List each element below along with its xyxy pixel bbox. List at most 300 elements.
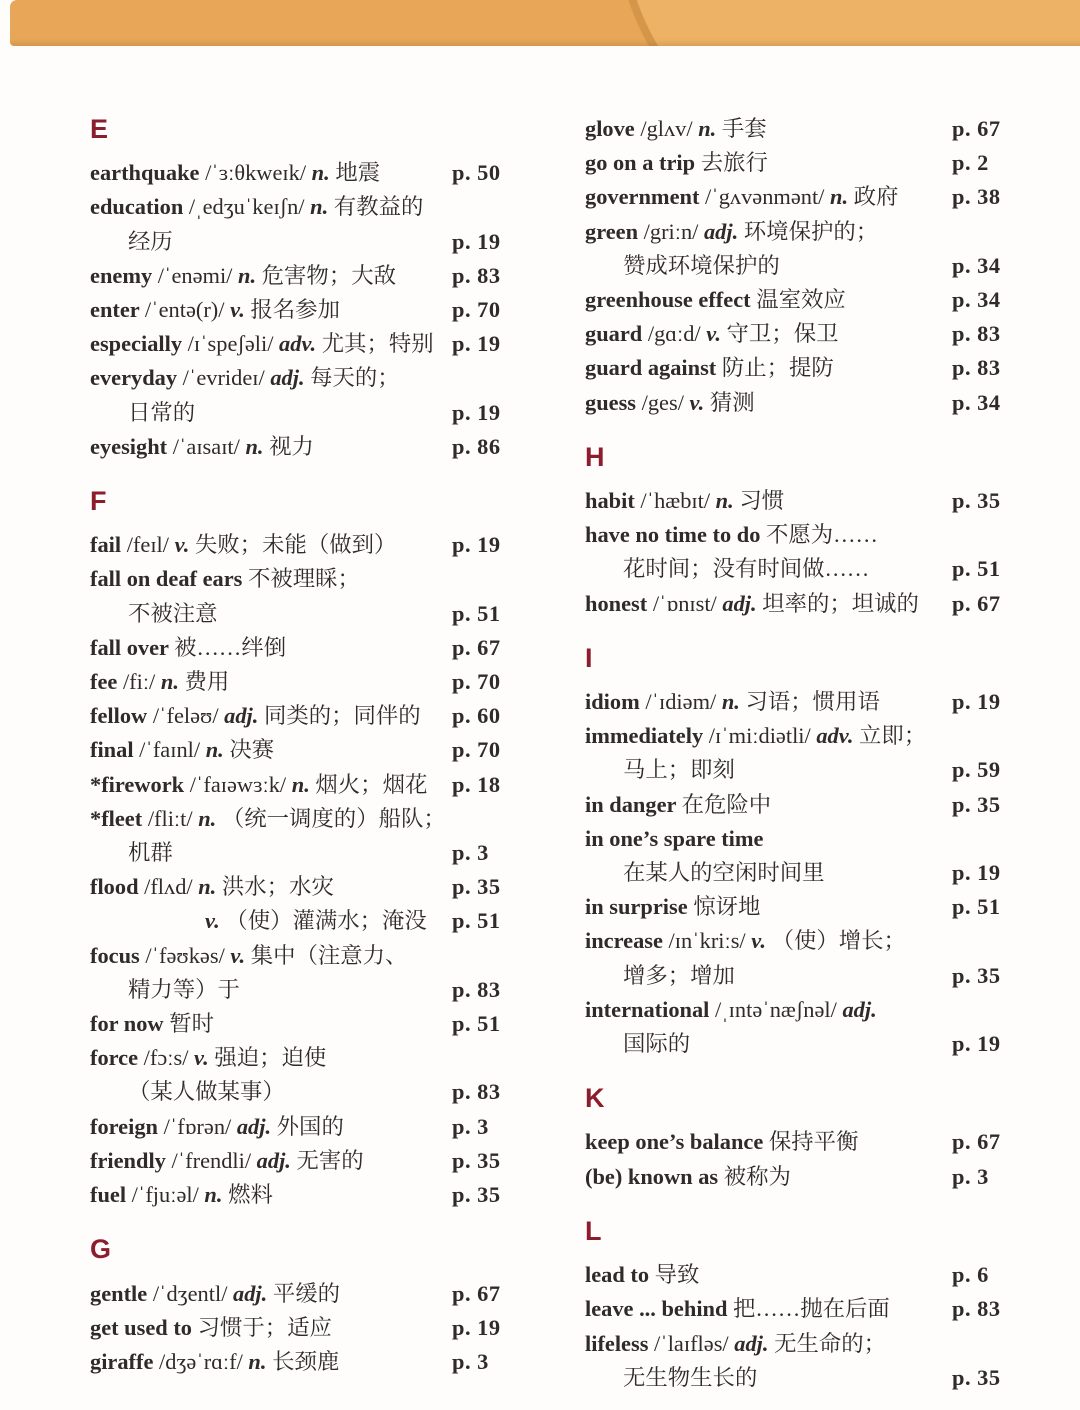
entry-line <box>585 1327 1008 1361</box>
entry-line <box>90 1277 508 1311</box>
entry-word: get used to <box>90 1314 198 1340</box>
entry-line <box>585 1258 1008 1292</box>
page-number: p. 83 <box>452 1079 501 1105</box>
entry-phonetic: /flʌd/ <box>144 874 199 900</box>
entry-pos: n. <box>310 194 334 220</box>
entry-pos: v. <box>689 389 710 415</box>
entry-word: *firework <box>90 771 190 797</box>
entry-line <box>585 518 1008 552</box>
section-letter-K: K <box>585 1083 606 1114</box>
entry-line <box>585 1160 1008 1194</box>
entry-word: fail <box>90 532 127 558</box>
entry-word: go on a trip <box>585 150 701 176</box>
entry-definition: 赞成环境保护的 <box>623 252 780 278</box>
entry-definition: 决赛 <box>229 737 275 763</box>
entry-definition: 猜测 <box>709 389 755 415</box>
page-number: p. 83 <box>952 355 1001 381</box>
entry-definition: 坦率的；坦诚的 <box>762 590 919 616</box>
entry-pos: adj. <box>224 703 264 729</box>
entry-definition: 洪水；水灾 <box>221 874 334 900</box>
entry-definition: 花时间；没有时间做…… <box>623 556 870 582</box>
entry-text <box>585 1327 1008 1361</box>
column-left <box>90 112 508 1395</box>
entry-phonetic: /ˌedʒuˈkeɪʃn/ <box>188 194 311 220</box>
entry-pos: adj. <box>256 1147 297 1173</box>
entry-definition: 平缓的 <box>272 1280 341 1306</box>
entry-line <box>90 396 508 430</box>
entry-definition: 环境保护的； <box>743 218 879 244</box>
entry-line <box>585 1125 1008 1159</box>
entry-phonetic: /ˈgʌvənmənt/ <box>705 184 831 210</box>
entry-definition: 保持平衡 <box>768 1129 859 1155</box>
page-number: p. 51 <box>952 556 1001 582</box>
entry-text <box>90 1178 452 1212</box>
page-number: p. 35 <box>952 962 1001 988</box>
entry-word: fall on deaf ears <box>90 566 248 592</box>
entry-phonetic: /ˈɒnɪst/ <box>652 590 723 616</box>
entry-definition: （某人做某事） <box>128 1079 285 1105</box>
page-number: p. 34 <box>952 389 1001 415</box>
page-number: p. 51 <box>452 908 501 934</box>
entry-phonetic: /fiː/ <box>122 669 161 695</box>
entry-text <box>90 597 452 631</box>
entry-definition: 把……抛在后面 <box>733 1296 890 1322</box>
entry-definition: 集中（注意力、 <box>250 942 408 968</box>
entry-word: green <box>585 218 644 244</box>
entry-text <box>585 484 952 518</box>
entry-text <box>90 939 508 973</box>
entry-word: keep one’s balance <box>585 1129 769 1155</box>
page-number: p. 83 <box>452 976 501 1002</box>
entry-definition: 温室效应 <box>756 287 846 313</box>
entry-text <box>90 1311 452 1345</box>
entry-line <box>585 788 1008 822</box>
entry-line <box>585 215 1008 249</box>
entry-phonetic: /ɪˈmiːdiətli/ <box>708 723 817 749</box>
entry-definition: 去旅行 <box>700 150 768 176</box>
entry-definition: 无害的 <box>296 1147 364 1173</box>
entry-word: guess <box>585 389 642 415</box>
entry-text <box>90 904 452 938</box>
entry-definition: 同类的；同伴的 <box>263 703 421 729</box>
entry-definition: 在某人的空闲时间里 <box>623 860 825 886</box>
entry-definition: 日常的 <box>128 399 196 425</box>
entry-definition: 增多；增加 <box>623 962 735 988</box>
entry-line <box>90 699 508 733</box>
entry-word: have no time to do <box>585 522 766 548</box>
entry-definition: 长颈鹿 <box>272 1348 340 1374</box>
entry-phonetic: /ɪnˈkriːs/ <box>668 928 752 954</box>
entry-phonetic: /ˈevrideɪ/ <box>182 365 271 391</box>
page-number: p. 67 <box>952 590 1001 616</box>
entry-line <box>90 733 508 767</box>
entry-line <box>585 959 1008 993</box>
entry-text <box>90 190 508 224</box>
entry-text <box>585 1125 952 1159</box>
entry-pos: v. <box>230 297 251 323</box>
entry-definition: 强迫；迫使 <box>214 1045 327 1071</box>
entry-pos: n. <box>311 160 336 186</box>
entry-word: glove <box>585 116 641 141</box>
entry-text <box>90 1007 452 1041</box>
entry-line <box>585 351 1008 385</box>
entry-phonetic: /ˈentə(r)/ <box>144 297 231 323</box>
entry-pos: n. <box>205 737 230 763</box>
entry-text <box>585 386 952 420</box>
entry-word: (be) known as <box>585 1163 724 1189</box>
entry-definition: 立即； <box>859 723 927 749</box>
entry-pos: v. <box>174 532 195 558</box>
entry-phonetic: /ˈlaɪfləs/ <box>654 1330 735 1356</box>
entry-definition: 守卫；保卫 <box>726 321 839 347</box>
entry-text <box>585 719 1008 753</box>
column-right <box>585 112 1008 1395</box>
page-number: p. 38 <box>952 184 1001 210</box>
page-number: p. 83 <box>952 1296 1001 1322</box>
entry-definition: 机群 <box>128 840 173 866</box>
entry-phonetic: /ges/ <box>641 389 690 415</box>
page-number: p. 19 <box>452 1314 501 1340</box>
entry-phonetic: /feɪl/ <box>126 532 175 558</box>
entry-word: habit <box>585 488 641 514</box>
entry-definition: 不愿为…… <box>765 522 878 548</box>
page-number: p. 59 <box>952 757 1001 783</box>
entry-text <box>90 733 452 767</box>
page-number: p. 50 <box>452 160 501 186</box>
entry-word: guard against <box>585 355 722 381</box>
entry-phonetic: /gɑːd/ <box>647 321 707 347</box>
entry-definition: 有教益的 <box>333 194 424 220</box>
entry-word: foreign <box>90 1113 164 1139</box>
entry-definition: 视力 <box>269 433 314 459</box>
entry-definition: 地震 <box>335 160 381 186</box>
entry-word: lead to <box>585 1262 655 1288</box>
entry-text <box>585 1258 952 1292</box>
entry-line <box>585 856 1008 890</box>
vocabulary-index <box>90 112 1008 1395</box>
entry-line <box>90 836 508 870</box>
entry-definition: 费用 <box>184 669 230 695</box>
entry-text <box>90 802 508 836</box>
entry-pos: adj. <box>236 1113 277 1139</box>
section-letter-H: H <box>585 441 606 472</box>
entry-text <box>90 1144 452 1178</box>
entry-pos: n. <box>698 116 722 141</box>
entry-definition: （使）灌满水；淹没 <box>225 908 427 934</box>
page-number: p. 2 <box>952 150 989 176</box>
entry-word: fall over <box>90 634 175 660</box>
section-E <box>90 112 508 464</box>
entry-line <box>585 249 1008 283</box>
entry-word: in surprise <box>585 894 694 920</box>
entry-definition: 不被理睬； <box>247 566 360 592</box>
entry-text <box>90 1277 452 1311</box>
page-number: p. 35 <box>952 488 1001 514</box>
page-number: p. 19 <box>452 331 501 357</box>
entry-line <box>585 993 1008 1027</box>
page-number: p. 70 <box>452 669 501 695</box>
entry-word: gentle <box>90 1280 153 1306</box>
entry-phonetic: /ˈɪdiəm/ <box>645 689 722 715</box>
entry-definition: （使）增长； <box>771 928 906 954</box>
entry-word: in one’s spare time <box>585 825 764 851</box>
entry-line <box>90 1075 508 1109</box>
page-number: p. 51 <box>452 600 501 626</box>
entry-line <box>90 1345 508 1379</box>
entry-text <box>585 753 952 787</box>
entry-line <box>585 386 1008 420</box>
section-letter-G: G <box>90 1234 113 1265</box>
page-number: p. 35 <box>952 1364 1001 1390</box>
entry-word: fellow <box>90 703 153 729</box>
entry-pos: n. <box>291 771 316 797</box>
entry-line <box>90 327 508 361</box>
section-continued <box>585 112 1008 420</box>
entry-text <box>90 361 508 395</box>
page-number: p. 19 <box>952 860 1001 886</box>
page-number: p. 19 <box>452 228 501 254</box>
entry-line <box>585 180 1008 214</box>
entry-phonetic: /ˈfaɪnl/ <box>139 737 206 763</box>
page-number: p. 83 <box>952 321 1001 347</box>
entry-text <box>90 1110 452 1144</box>
entry-text <box>585 1292 952 1326</box>
entry-line <box>585 112 1008 146</box>
entry-definition: （统一调度的）船队； <box>221 805 446 831</box>
entry-definition: 燃料 <box>228 1182 273 1208</box>
entry-definition: 被称为 <box>723 1163 791 1189</box>
entry-definition: 报名参加 <box>250 297 340 323</box>
entry-line <box>585 685 1008 719</box>
entry-pos: adv. <box>279 331 322 357</box>
entry-word: education <box>90 194 189 220</box>
entry-word: guard <box>585 321 648 347</box>
entry-text <box>90 836 452 870</box>
entry-definition: 在危险中 <box>681 791 772 817</box>
entry-phonetic: /ˈfrendli/ <box>171 1147 257 1173</box>
entry-line <box>585 719 1008 753</box>
entry-text <box>90 396 452 430</box>
entry-line <box>585 1292 1008 1326</box>
entry-pos: v. <box>751 928 772 954</box>
entry-word: flood <box>90 874 145 900</box>
page-number: p. 19 <box>952 1031 1001 1057</box>
entry-definition: 危害物；大敌 <box>261 262 396 288</box>
entry-word: fee <box>90 669 123 695</box>
page-number: p. 19 <box>952 689 1001 715</box>
section-G <box>90 1232 508 1379</box>
entry-text <box>585 1160 952 1194</box>
entry-pos: v. <box>230 942 251 968</box>
entry-line <box>90 562 508 596</box>
entry-text <box>585 518 1008 552</box>
entry-word: final <box>90 737 140 763</box>
section-L <box>585 1214 1008 1395</box>
page-number: p. 67 <box>952 116 1001 141</box>
entry-word: earthquake <box>90 160 206 186</box>
entry-text <box>90 768 452 802</box>
entry-definition: 经历 <box>128 228 173 254</box>
entry-definition: 被……绊倒 <box>174 634 287 660</box>
entry-line <box>90 225 508 259</box>
entry-line <box>585 317 1008 351</box>
page-number: p. 86 <box>452 433 501 459</box>
section-F <box>90 484 508 1212</box>
entry-phonetic: /ˈfəʊkəs/ <box>145 942 231 968</box>
page-number: p. 70 <box>452 737 501 763</box>
entry-text <box>585 317 952 351</box>
entry-definition: 无生物生长的 <box>623 1364 758 1390</box>
entry-text <box>585 856 952 890</box>
entry-text <box>585 1027 952 1061</box>
page-number: p. 19 <box>452 532 501 558</box>
entry-pos: adv. <box>816 723 860 749</box>
entry-pos: n. <box>721 689 746 715</box>
entry-line <box>90 802 508 836</box>
entry-pos: adj. <box>722 590 763 616</box>
entry-word: idiom <box>585 689 646 715</box>
entry-pos: n. <box>238 262 262 288</box>
page-number: p. 67 <box>952 1129 1001 1155</box>
entry-line <box>90 1041 508 1075</box>
page-number: p. 3 <box>452 1113 489 1139</box>
page-number: p. 67 <box>452 1280 501 1306</box>
entry-text <box>585 788 952 822</box>
entry-phonetic: /fɔːs/ <box>143 1045 195 1071</box>
entry-phonetic: /fliːt/ <box>147 805 199 831</box>
entry-phonetic: /ˈfaɪəwɜːk/ <box>189 771 292 797</box>
entry-line <box>585 924 1008 958</box>
entry-definition: 马上；即刻 <box>623 757 735 783</box>
entry-pos: n. <box>160 669 185 695</box>
entry-pos: n. <box>198 874 222 900</box>
entry-text <box>585 685 952 719</box>
entry-line <box>90 631 508 665</box>
entry-text <box>90 156 452 190</box>
entry-definition: 无生命的； <box>774 1330 887 1356</box>
entry-line <box>90 156 508 190</box>
entry-line <box>90 939 508 973</box>
entry-text <box>90 870 452 904</box>
entry-definition: 失败；未能（做到） <box>194 532 397 558</box>
entry-definition: 习语；惯用语 <box>745 689 880 715</box>
entry-definition: 暂时 <box>169 1011 214 1037</box>
entry-line <box>585 890 1008 924</box>
entry-text <box>90 430 452 464</box>
entry-phonetic: /ˈfjuːəl/ <box>131 1182 205 1208</box>
entry-definition: 惊讶地 <box>693 894 761 920</box>
entry-word: lifeless <box>585 1330 655 1356</box>
entry-word: for now <box>90 1011 170 1037</box>
entry-text <box>585 924 1008 958</box>
entry-line <box>585 484 1008 518</box>
page-number: p. 35 <box>452 1147 501 1173</box>
entry-line <box>585 587 1008 621</box>
entry-word: international <box>585 996 715 1022</box>
page-number: p. 19 <box>452 399 501 425</box>
entry-word: friendly <box>90 1147 172 1173</box>
entry-phonetic: /glʌv/ <box>640 116 699 141</box>
entry-word: greenhouse effect <box>585 287 757 313</box>
entry-word: in danger <box>585 791 682 817</box>
entry-word: everyday <box>90 365 183 391</box>
entry-line <box>585 753 1008 787</box>
entry-text <box>90 562 508 596</box>
entry-definition: 烟火；烟花 <box>315 771 428 797</box>
entry-phonetic: /dʒəˈrɑːf/ <box>159 1348 249 1374</box>
entry-text <box>90 259 452 293</box>
entry-pos: adj. <box>734 1330 775 1356</box>
page-number: p. 35 <box>952 791 1001 817</box>
entry-definition: 不被注意 <box>128 600 218 626</box>
entry-text <box>90 631 452 665</box>
entry-definition: 国际的 <box>623 1031 691 1057</box>
entry-pos: n. <box>248 1348 273 1374</box>
page-number: p. 60 <box>452 703 501 729</box>
entry-pos: n. <box>830 184 854 210</box>
entry-text <box>90 528 452 562</box>
entry-definition: 手套 <box>721 116 767 141</box>
page-number: p. 51 <box>952 894 1001 920</box>
entry-text <box>90 699 452 733</box>
entry-line <box>585 552 1008 586</box>
entry-text <box>90 1075 452 1109</box>
entry-definition: 政府 <box>853 184 899 210</box>
entry-text <box>585 351 952 385</box>
entry-line <box>90 1311 508 1345</box>
entry-phonetic: /ˌɪntəˈnæʃnəl/ <box>715 996 843 1022</box>
entry-line <box>585 146 1008 180</box>
entry-text <box>585 890 952 924</box>
page-number: p. 3 <box>452 1348 489 1374</box>
entry-word: fuel <box>90 1182 132 1208</box>
entry-word: leave ... behind <box>585 1296 734 1322</box>
entry-word: force <box>90 1045 144 1071</box>
entry-definition: 导致 <box>654 1262 700 1288</box>
section-I <box>585 641 1008 1061</box>
entry-text <box>585 180 952 214</box>
entry-pos: n. <box>204 1182 229 1208</box>
page-number: p. 3 <box>452 840 489 866</box>
entry-definition: 精力等）于 <box>128 976 240 1002</box>
entry-line <box>90 293 508 327</box>
entry-word: *fleet <box>90 805 148 831</box>
entry-line <box>90 1007 508 1041</box>
entry-text <box>585 215 1008 249</box>
entry-definition: 尤其；特别 <box>321 331 434 357</box>
entry-word: government <box>585 184 706 210</box>
entry-word: especially <box>90 331 188 357</box>
entry-line <box>90 259 508 293</box>
section-H <box>585 440 1008 621</box>
entry-line <box>90 1178 508 1212</box>
entry-line <box>90 665 508 699</box>
entry-word: focus <box>90 942 146 968</box>
entry-line <box>585 1027 1008 1061</box>
page-number: p. 51 <box>452 1011 501 1037</box>
entry-text <box>585 822 1008 856</box>
entry-text <box>90 225 452 259</box>
entry-text <box>585 146 952 180</box>
entry-word: honest <box>585 590 653 616</box>
entry-pos: adj. <box>842 996 877 1022</box>
entry-phonetic: /ˈfeləʊ/ <box>152 703 225 729</box>
section-letter-E: E <box>90 114 110 144</box>
entry-text <box>585 993 1008 1027</box>
entry-line <box>90 361 508 395</box>
entry-line <box>90 904 508 938</box>
section-letter-L: L <box>585 1215 603 1246</box>
